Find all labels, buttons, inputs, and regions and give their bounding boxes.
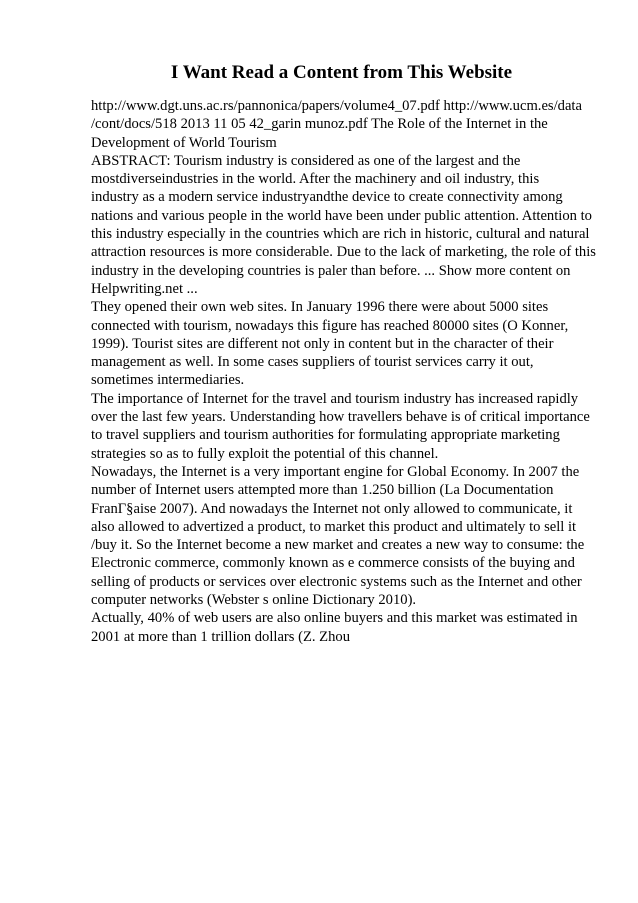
body-line: Development of World Tourism (91, 134, 277, 151)
body-line: Electronic commerce, commonly known as e commerce consists of the buying and (91, 555, 575, 572)
body-line: over the last few years. Understanding how travellers behave is of critical importance (91, 409, 590, 426)
body-line: number of Internet users attempted more than 1.250 billion (La Documentation (91, 482, 554, 499)
body-line: management as well. In some cases suppliers of tourist services carry it out, (91, 354, 534, 371)
body-line: Helpwriting.net ... (91, 280, 198, 297)
body-line: industry as a modern service industryandthe device to create connectivity among (91, 189, 563, 206)
body-line: They opened their own web sites. In January 1996 there were about 5000 sites (91, 299, 549, 316)
body-line: mostdiverseindustries in the world. After the machinery and oil industry, this (91, 171, 540, 188)
body-line: 1999). Tourist sites are different not only in content but in the character of their (91, 335, 554, 352)
body-line: attraction resources is more considerable. Due to the lack of marketing, the role of this (91, 244, 596, 261)
body-line: http://www.dgt.uns.ac.rs/pannonica/papers/volume4_07.pdf http://www.ucm.es/data (91, 98, 582, 114)
body-line: /cont/docs/518 2013 11 05 42_garin munoz.pdf The Role of the Internet in the (91, 116, 548, 133)
body-line: The importance of Internet for the travel and tourism industry has increased rapidly (91, 390, 579, 407)
body-line: sometimes intermediaries. (91, 372, 245, 389)
body-line: selling of products or services over electronic systems such as the Internet and other (91, 573, 582, 590)
document-body (91, 97, 601, 646)
body-line: FranΓ§aise 2007). And nowadays the Internet not only allowed to communicate, it (91, 500, 573, 517)
body-line: to travel suppliers and tourism authorities for formulating appropriate marketing (91, 427, 560, 444)
body-line: Nowadays, the Internet is a very important engine for Global Economy. In 2007 the (91, 463, 580, 480)
body-line: nations and various people in the world have been under public attention. Attention to (91, 207, 592, 224)
body-line: 2001 at more than 1 trillion dollars (Z. Zhou (91, 628, 350, 645)
body-line: ABSTRACT: Tourism industry is considered as one of the largest and the (91, 152, 521, 169)
body-line: /buy it. So the Internet become a new market and creates a new way to consume: the (91, 537, 585, 554)
body-line: this industry especially in the countries which are rich in historic, cultural and natural (91, 226, 590, 243)
page-title: I Want Read a Content from This Website (170, 62, 513, 83)
body-line: Actually, 40% of web users are also online buyers and this market was estimated in (91, 610, 578, 627)
body-line: industry in the developing countries is paler than before. ... Show more content on (91, 262, 571, 279)
body-line: computer networks (Webster s online Dictionary 2010). (91, 592, 417, 609)
body-line: also allowed to advertized a product, to market this product and ultimately to sell it (91, 518, 577, 535)
body-line: connected with tourism, nowadays this figure has reached 80000 sites (O Konner, (91, 317, 569, 334)
body-line: strategies so as to fully exploit the potential of this channel. (91, 445, 439, 462)
